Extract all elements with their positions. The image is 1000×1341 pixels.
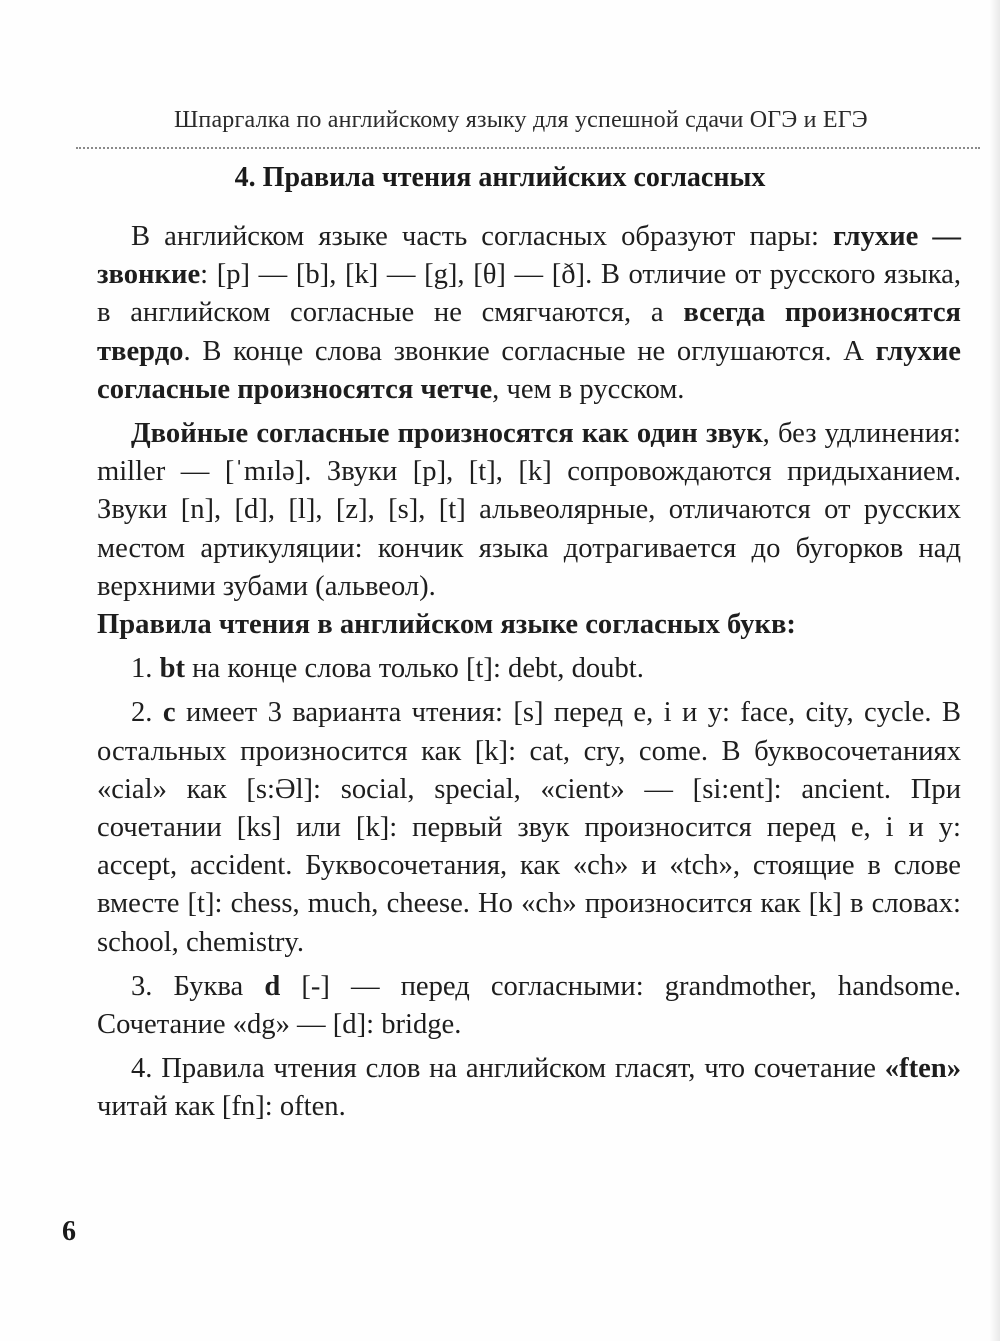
text-span: [-] — перед согласными: grandmother, handsome. Сочетание «dg» — [d]: bridge. xyxy=(97,970,961,1041)
body-text xyxy=(97,218,961,1127)
header-divider xyxy=(76,147,980,149)
bold-term: c xyxy=(162,697,176,729)
text-span: В английском языке часть согласных образуют пары: xyxy=(131,221,833,252)
bold-term: Двойные согласные произносятся как один звук xyxy=(131,418,763,450)
text-span: 1. xyxy=(131,653,160,685)
paragraph-consonant-pairs xyxy=(97,218,961,409)
rules-heading-text: Правила чтения в английском языке согласных букв: xyxy=(97,609,796,641)
bold-term: глухие согласные произносятся четче xyxy=(97,335,961,405)
rules-heading xyxy=(97,606,961,644)
section-title: 4. Правила чтения английских согласных xyxy=(234,162,766,193)
text-span: , чем в русском. xyxy=(492,373,685,405)
text-span: 3. Буква xyxy=(131,970,265,1002)
text-span: . В конце слова звонкие согласные не оглушаются. А xyxy=(183,335,876,367)
text-span: 4. Правила чтения слов на английском гласят, что сочетание xyxy=(131,1053,885,1085)
rule-item-c xyxy=(97,694,961,961)
text-span: 2. xyxy=(131,697,163,729)
rule-item-bt xyxy=(97,650,961,688)
text-span: : [p] — [b], [k] — [g], [θ] — [ð]. В отличие от русского языка, в английском согласные не смягчаются, а xyxy=(97,259,961,329)
bold-term: d xyxy=(264,970,281,1002)
bold-term: глухие — звонкие xyxy=(97,221,961,291)
running-header: Шпаргалка по английскому языку для успешной сдачи ОГЭ и ЕГЭ xyxy=(174,107,868,133)
rule-item-ften xyxy=(97,1050,961,1126)
page-edge-shadow xyxy=(990,0,1000,1341)
bold-term: «ften» xyxy=(884,1053,961,1085)
text-span: имеет 3 варианта чтения: [s] перед e, i и y: face, city, cycle. В остальных произносится как [k]: cat, cry, come. В буквосочетаниях «cial» как [s:Əl]: social, special, «cient» — [si:ent]: ancient. При сочетании [ks] или [k]: первый звук произносится перед e, i и y: accept, accident. Буквосочетания, как «ch» и «tch», стоящие в слове вместе [t]: chess, much, cheese. Но «ch» произносится как [k] в словах: school, chemistry. xyxy=(97,697,961,958)
text-span: , без удлинения: miller — [ˈmɪlə]. Звуки [p], [t], [k] сопровождаются придыханием. Звуки [n], [d], [l], [z], [s], [t] альвеолярные, отличаются от русских местом артикуляции: кончик языка дотрагивается до бугорков над верхними зубами (альвеол). xyxy=(97,418,961,602)
bold-term: всегда произносятся твердо xyxy=(97,297,962,367)
page-number: 6 xyxy=(62,1216,76,1247)
bold-term: bt xyxy=(159,653,186,685)
paragraph-double-consonants xyxy=(97,415,961,606)
rule-item-d xyxy=(97,968,961,1044)
text-span: читай как [fn]: often. xyxy=(97,1091,346,1123)
text-span: на конце слова только [t]: debt, doubt. xyxy=(185,653,644,685)
